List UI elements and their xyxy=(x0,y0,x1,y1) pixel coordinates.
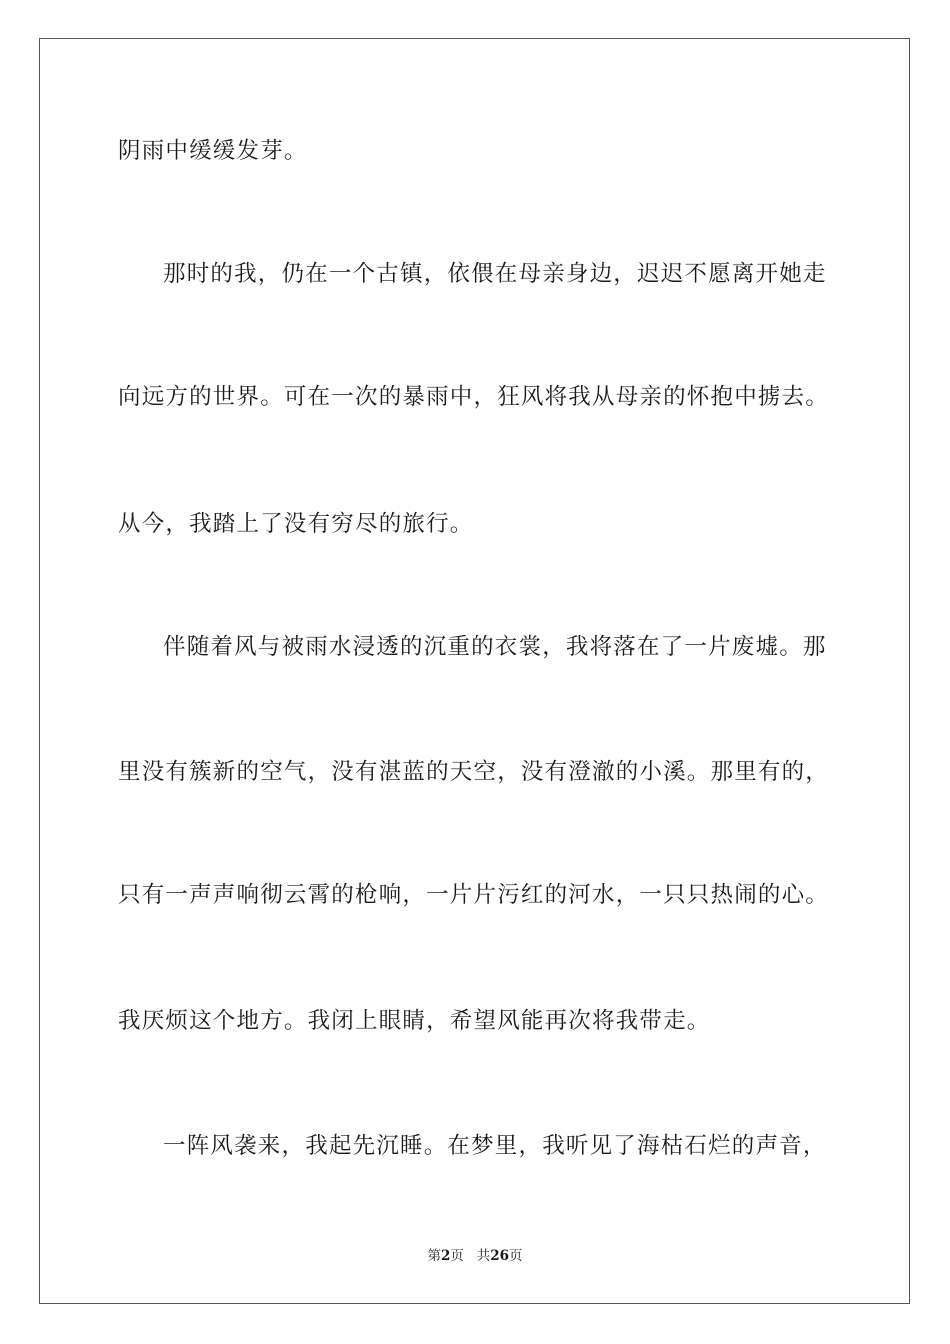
footer-total-suffix: 页 xyxy=(509,1248,523,1264)
text-line-8: 我厌烦这个地方。我闭上眼睛，希望风能再次将我带走。 xyxy=(118,1008,711,1034)
text-line-2: 那时的我，仍在一个古镇，依偎在母亲身边，迟迟不愿离开她走 xyxy=(163,261,827,287)
text-line-4: 从今，我踏上了没有穷尽的旅行。 xyxy=(118,511,474,537)
footer-page-suffix: 页 xyxy=(450,1248,464,1264)
footer-page-prefix: 第 xyxy=(427,1248,441,1264)
text-line-7: 只有一声声响彻云霄的枪响，一片片污红的河水，一只只热闹的心。 xyxy=(118,882,830,908)
text-line-3: 向远方的世界。可在一次的暴雨中，狂风将我从母亲的怀抱中掳去。 xyxy=(118,384,830,410)
text-line-1: 阴雨中缓缓发芽。 xyxy=(118,138,308,164)
footer-page-number: 2 xyxy=(440,1248,451,1264)
page-border xyxy=(39,38,910,1304)
footer-total-pages: 26 xyxy=(490,1248,510,1264)
text-line-6: 里没有簇新的空气，没有湛蓝的天空，没有澄澈的小溪。那里有的， xyxy=(118,759,830,785)
footer-total-prefix: 共 xyxy=(476,1248,491,1264)
text-line-9: 一阵风袭来，我起先沉睡。在梦里，我听见了海枯石烂的声音， xyxy=(163,1133,827,1159)
text-line-5: 伴随着风与被雨水浸透的沉重的衣裳，我将落在了一片废墟。那 xyxy=(163,634,827,660)
page-footer xyxy=(0,1247,950,1265)
